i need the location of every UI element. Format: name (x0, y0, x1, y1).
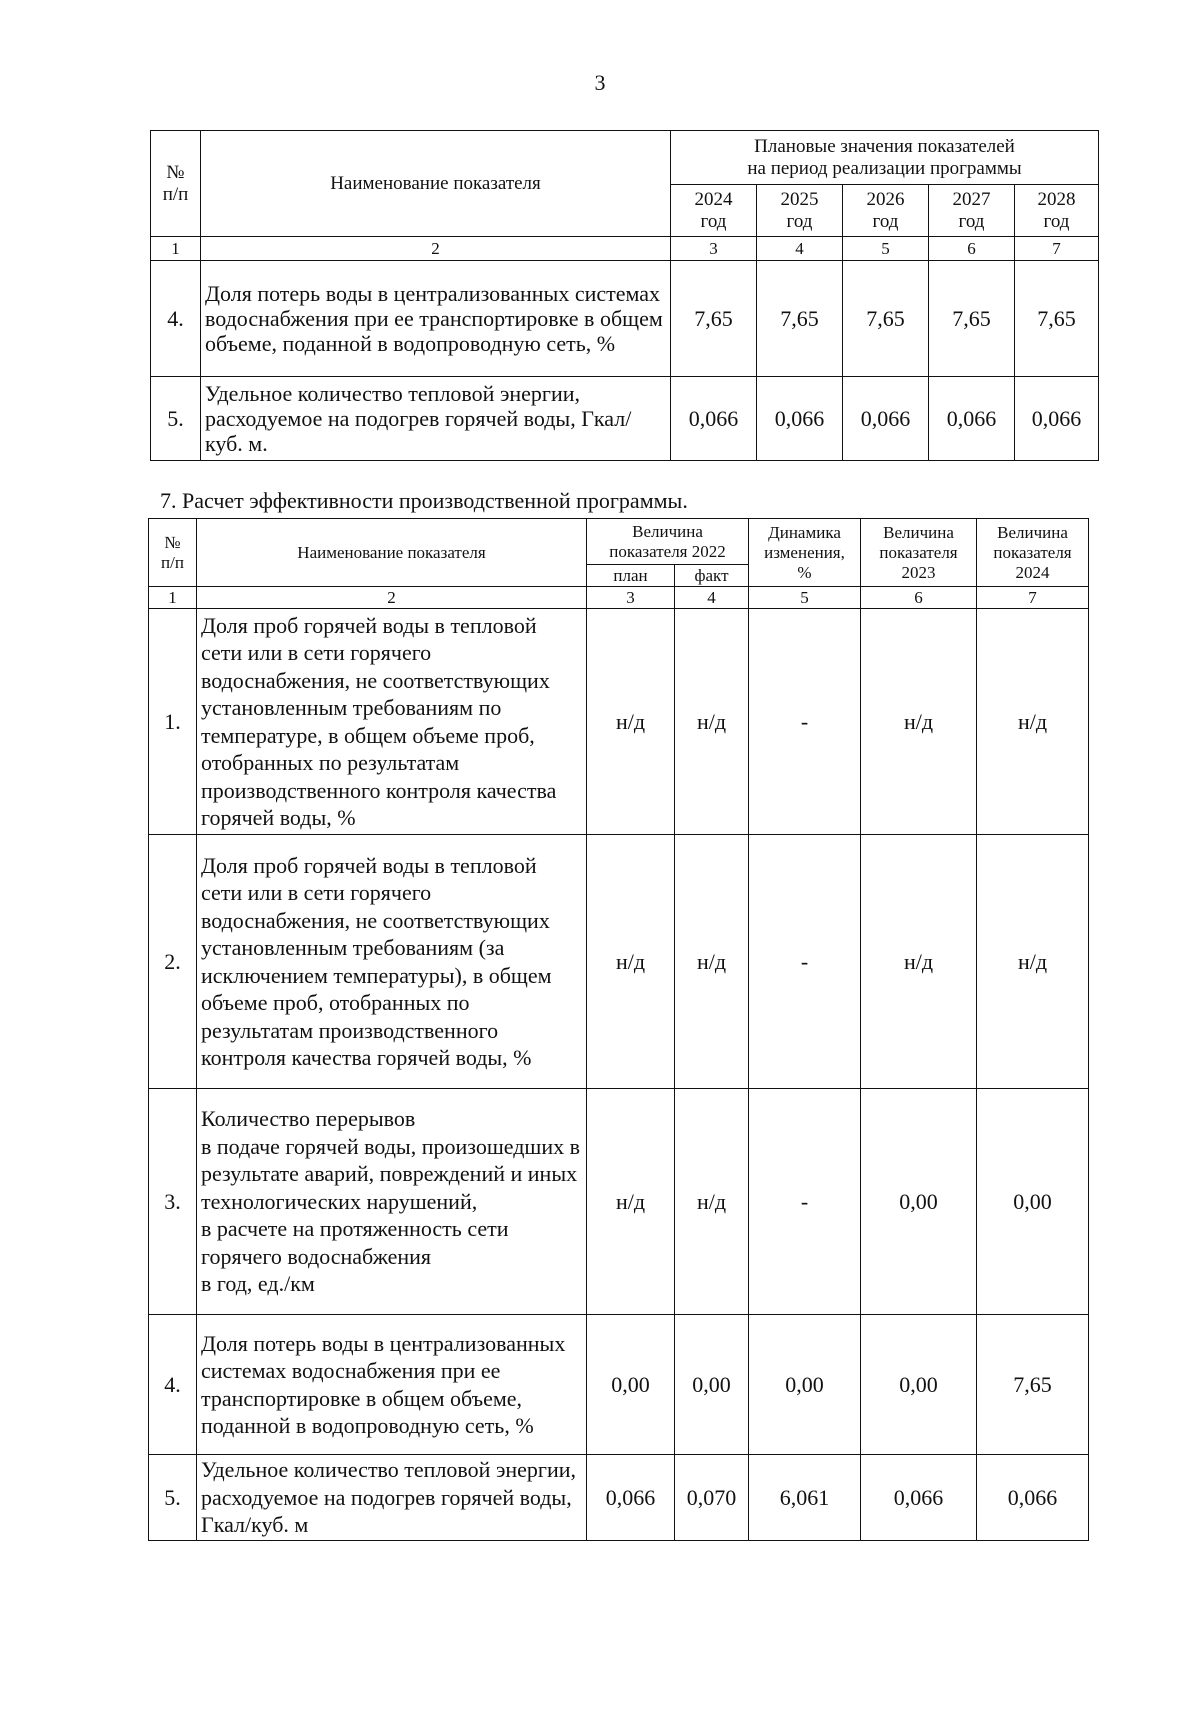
column-number: 3 (671, 237, 757, 261)
indicator-value: н/д (587, 1089, 675, 1315)
column-number: 3 (587, 587, 675, 609)
row-number: 3. (149, 1089, 197, 1315)
column-number: 5 (749, 587, 861, 609)
indicator-value: 7,65 (977, 1315, 1089, 1455)
header-year: 2028 год (1015, 185, 1099, 237)
indicator-value: 0,00 (587, 1315, 675, 1455)
table-row (149, 1315, 1089, 1455)
indicator-name: Доля потерь воды в централизованных системах водоснабжения при ее транспортировке в общем объеме, поданной в водопроводную сеть, % (201, 261, 671, 377)
indicator-name: Доля потерь воды в централизованных системах водоснабжения при ее транспортировке в общем объеме, поданной в водопроводную сеть, % (197, 1315, 587, 1455)
column-number: 1 (149, 587, 197, 609)
indicator-name: Доля проб горячей воды в тепловой сети или в сети горячего водоснабжения, не соответствующих установленным требованиям по температуре, в общем объеме проб, отобранных по результатам производственного контроля качества горячей воды, % (197, 609, 587, 835)
indicator-value: н/д (861, 609, 977, 835)
column-number: 2 (197, 587, 587, 609)
indicator-value: 0,066 (671, 377, 757, 461)
indicator-value: н/д (861, 835, 977, 1089)
column-number: 2 (201, 237, 671, 261)
indicator-value: 0,066 (977, 1455, 1089, 1541)
indicator-value: н/д (587, 835, 675, 1089)
indicator-name: Удельное количество тепловой энергии, расходуемое на подогрев горячей воды, Гкал/куб. м. (201, 377, 671, 461)
indicator-value: 0,00 (861, 1315, 977, 1455)
table-row (151, 377, 1099, 461)
indicator-value: 6,061 (749, 1455, 861, 1541)
page-number: 3 (594, 70, 606, 95)
indicator-value: 7,65 (843, 261, 929, 377)
header-fact: факт (675, 565, 749, 587)
row-number: 4. (151, 261, 201, 377)
column-number: 7 (977, 587, 1089, 609)
row-number: 4. (149, 1315, 197, 1455)
column-number: 6 (929, 237, 1015, 261)
column-number: 1 (151, 237, 201, 261)
indicator-value: н/д (977, 609, 1089, 835)
header-value-2024: Величина показателя 2024 (977, 519, 1089, 587)
indicator-value: н/д (977, 835, 1089, 1089)
header-value-2023: Величина показателя 2023 (861, 519, 977, 587)
row-number: 5. (149, 1455, 197, 1541)
indicator-value: 0,066 (1015, 377, 1099, 461)
table-row (149, 835, 1089, 1089)
table-row (151, 261, 1099, 377)
row-number: 5. (151, 377, 201, 461)
indicator-value: 0,070 (675, 1455, 749, 1541)
indicator-name: Доля проб горячей воды в тепловой сети или в сети горячего водоснабжения, не соответствующих установленным требованиям (за исключением температуры), в общем объеме проб, отобранных по результатам производственного контроля качества горячей воды, % (197, 835, 587, 1089)
indicator-value: - (749, 835, 861, 1089)
header-planned-group: Плановые значения показателей на период реализации программы (671, 131, 1099, 185)
header-dynamics: Динамика изменения, % (749, 519, 861, 587)
column-number: 4 (757, 237, 843, 261)
header-name: Наименование показателя (201, 131, 671, 237)
planned-indicators-table (150, 130, 1099, 461)
indicator-value: - (749, 609, 861, 835)
indicator-value: 0,00 (861, 1089, 977, 1315)
row-number: 2. (149, 835, 197, 1089)
indicator-value: 0,00 (675, 1315, 749, 1455)
indicator-value: 0,066 (861, 1455, 977, 1541)
indicator-value: 7,65 (1015, 261, 1099, 377)
indicator-value: 7,65 (929, 261, 1015, 377)
indicator-value: 0,066 (587, 1455, 675, 1541)
header-plan: план (587, 565, 675, 587)
column-number: 5 (843, 237, 929, 261)
indicator-value: 0,066 (843, 377, 929, 461)
indicator-value: - (749, 1089, 861, 1315)
indicator-value: н/д (675, 609, 749, 835)
header-year: 2027 год (929, 185, 1015, 237)
indicator-value: н/д (675, 1089, 749, 1315)
efficiency-table (148, 518, 1089, 1541)
table-row (149, 1089, 1089, 1315)
indicator-value: 7,65 (757, 261, 843, 377)
indicator-value: 0,00 (749, 1315, 861, 1455)
indicator-name: Удельное количество тепловой энергии, расходуемое на подогрев горячей воды, Гкал/куб. м (197, 1455, 587, 1541)
column-number: 6 (861, 587, 977, 609)
table-row (149, 1455, 1089, 1541)
table-row (149, 609, 1089, 835)
indicator-value: н/д (675, 835, 749, 1089)
indicator-value: 0,00 (977, 1089, 1089, 1315)
indicator-name: Количество перерывов в подаче горячей воды, произошедших в результате аварий, повреждений и иных технологических нарушений, в расчете на протяженность сети горячего водоснабжения в год, ед./км (197, 1089, 587, 1315)
column-number: 4 (675, 587, 749, 609)
header-year: 2025 год (757, 185, 843, 237)
indicator-value: н/д (587, 609, 675, 835)
indicator-value: 0,066 (929, 377, 1015, 461)
column-number: 7 (1015, 237, 1099, 261)
header-value-2022: Величина показателя 2022 (587, 519, 749, 565)
header-year: 2026 год (843, 185, 929, 237)
header-year: 2024 год (671, 185, 757, 237)
header-num: № п/п (149, 519, 197, 587)
indicator-value: 0,066 (757, 377, 843, 461)
section-title: 7. Расчет эффективности производственной программы. (160, 488, 688, 513)
header-num: № п/п (151, 131, 201, 237)
row-number: 1. (149, 609, 197, 835)
header-name: Наименование показателя (197, 519, 587, 587)
indicator-value: 7,65 (671, 261, 757, 377)
